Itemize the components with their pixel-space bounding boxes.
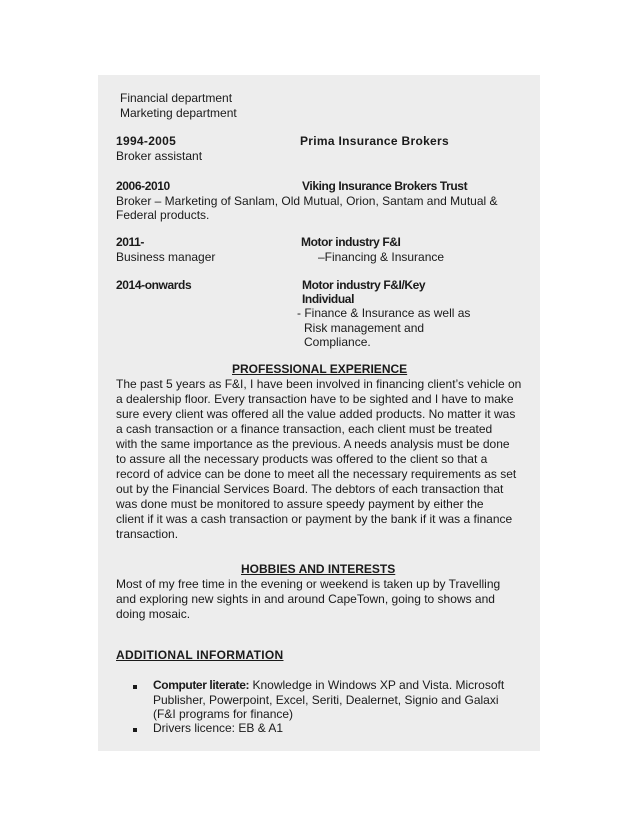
department-line: Marketing department: [120, 106, 237, 120]
job-period: 2014-onwards: [116, 278, 192, 292]
bullet-item-computer: [153, 678, 504, 693]
bullet-text: Publisher, Powerpoint, Excel, Seriti, Dealernet, Signio and Galaxi: [153, 693, 499, 707]
hobbies-paragraph: [116, 577, 500, 622]
job-role: Business manager: [116, 250, 216, 264]
job-role: Broker assistant: [116, 149, 203, 163]
job-detail: –Financing & Insurance: [318, 250, 445, 264]
job-period: 2006-2010: [116, 179, 170, 193]
paragraph-line: a cash transaction or a finance transaction, each client must be treated: [116, 422, 493, 436]
section-heading-professional: PROFESSIONAL EXPERIENCE: [232, 362, 408, 376]
department-line: Financial department: [120, 91, 233, 105]
bullet-icon: [133, 728, 137, 732]
job-period: 1994-2005: [116, 134, 177, 148]
job-detail: Compliance.: [304, 335, 371, 349]
bullet-text: Knowledge in Windows XP and Vista. Microsoft: [249, 678, 505, 692]
job-employer: Prima Insurance Brokers: [300, 134, 449, 148]
paragraph-line: Most of my free time in the evening or weekend is taken up by Travelling: [116, 577, 501, 591]
professional-paragraph: [116, 377, 521, 542]
job-role: Federal products.: [116, 208, 210, 222]
job-detail: Risk management and: [304, 321, 425, 335]
job-period: 2011-: [116, 235, 145, 249]
job-employer: Motor industry F&I: [301, 235, 401, 249]
bullet-icon: [133, 685, 137, 689]
paragraph-line: was done must be monitored to assure speedy payment by either the: [116, 497, 484, 511]
paragraph-line: to assure all the necessary products was offered to the client so that a: [116, 452, 488, 466]
job-employer: Viking Insurance Brokers Trust: [302, 179, 468, 193]
bullet-text: (F&I programs for finance): [153, 707, 294, 721]
paragraph-line: sure every client was offered all the value added products. No matter it was: [116, 407, 516, 421]
bullet-label: Computer literate:: [153, 678, 250, 692]
paragraph-line: out by the Financial Services Board. The debtors of each transaction that: [116, 482, 504, 496]
paragraph-line: doing mosaic.: [116, 607, 191, 621]
paragraph-line: and exploring new sights in and around CapeTown, going to shows and: [116, 592, 495, 606]
section-heading-hobbies: HOBBIES AND INTERESTS: [241, 562, 396, 576]
paragraph-line: client if it was a cash transaction or payment by the bank if it was a finance: [116, 512, 513, 526]
job-role: Broker – Marketing of Sanlam, Old Mutual, Orion, Santam and Mutual &: [116, 194, 498, 208]
paragraph-line: a dealership floor. Every transaction have to be sighted and I have to make: [116, 392, 514, 406]
paragraph-line: record of advice can be done to meet all the necessary requirements as set: [116, 467, 517, 481]
paragraph-line: with the same importance as the previous. A needs analysis must be done: [116, 437, 510, 451]
paragraph-line: The past 5 years as F&I, I have been involved in financing client’s vehicle on: [116, 377, 522, 391]
job-employer: Individual: [302, 292, 355, 306]
resume-page: [98, 75, 540, 751]
job-employer: Motor industry F&I/Key: [302, 278, 426, 292]
section-heading-additional: ADDITIONAL INFORMATION: [116, 648, 284, 662]
bullet-item-licence: Drivers licence: EB & A1: [153, 721, 284, 735]
paragraph-line: transaction.: [116, 527, 179, 541]
job-detail: - Finance & Insurance as well as: [297, 306, 471, 320]
